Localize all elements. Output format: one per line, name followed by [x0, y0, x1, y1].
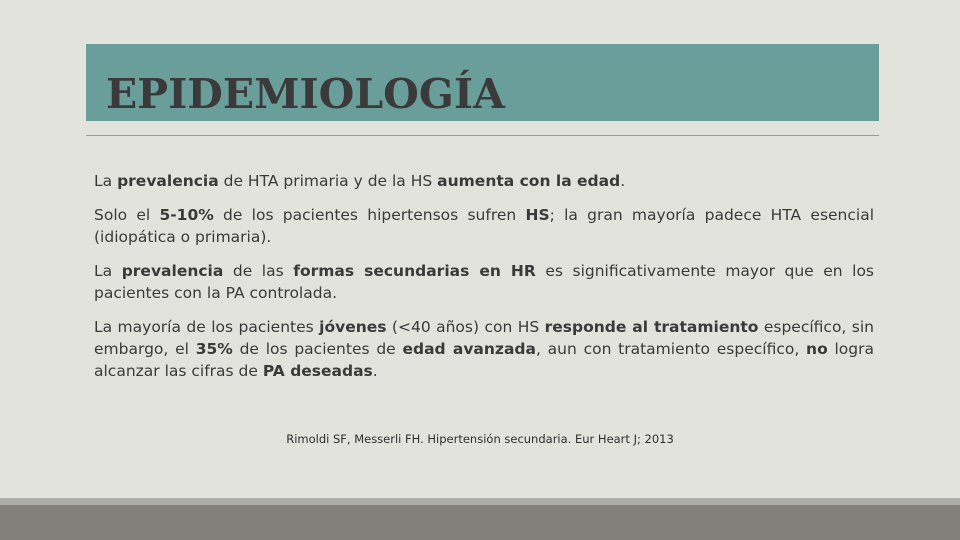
- paragraph-2: Solo el 5-10% de los pacientes hipertensos sufren HS; la gran mayoría padece HTA esencial (idiopática o primaria).: [94, 206, 875, 246]
- slide-body: [94, 170, 874, 394]
- slide-title: EPIDEMIOLOGÍA: [106, 70, 505, 118]
- title-divider: [86, 135, 879, 136]
- citation: Rimoldi SF, Messerli FH. Hipertensión secundaria. Eur Heart J; 2013: [286, 432, 674, 446]
- footer-band-light: [0, 498, 960, 505]
- title-bar: [86, 44, 879, 121]
- paragraph-4: La mayoría de los pacientes jóvenes (<40 años) con HS responde al tratamiento específico, sin embargo, el 35% de los pacientes de edad avanzada, aun con tratamiento específico, no logra alcanzar las cifras de PA deseadas.: [94, 318, 874, 380]
- footer-band-dark: [0, 505, 960, 540]
- paragraph-1: La prevalencia de HTA primaria y de la HS aumenta con la edad.: [94, 172, 626, 190]
- paragraph-3: La prevalencia de las formas secundarias en HR es significativamente mayor que en los pacientes con la PA controlada.: [94, 262, 875, 302]
